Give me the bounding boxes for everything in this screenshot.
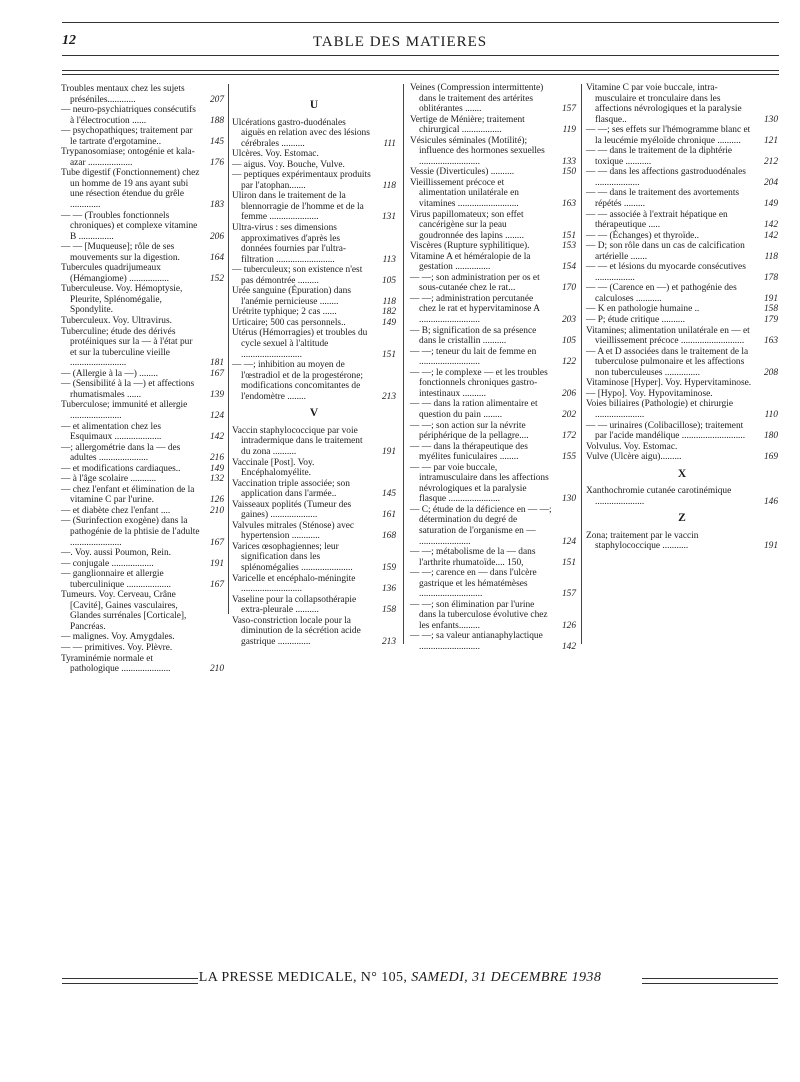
entry-text: — —; son élimination par l'urine dans la tuberculose évolutive chez les enfants......... [410,599,548,631]
entry-page-number: 151 [561,557,576,568]
section-letter: V [309,407,319,420]
index-entry [61,654,224,675]
entry-page-number: 149 [763,199,778,210]
entry-text: Vésicules séminales (Motilité); influence des hormones sexuelles .......................... [410,135,545,167]
entry-text: —. Voy. aussi Poumon, Rein. [61,548,171,559]
entry-text: — — associée à l'extrait hépatique en thérapeutique ..... [586,209,728,231]
column-divider-1 [228,84,229,614]
entry-page-number: 170 [561,283,576,294]
entry-text: Vieillissement précoce et alimentation unilatérale en vitamines .......................... [410,177,519,210]
index-entry [61,485,224,506]
index-entry [232,191,396,223]
entry-page-number: 118 [764,251,778,262]
entry-text: — —; le complexe — et les troubles fonctionnels chroniques gastro-intestinaux .......... [410,367,548,399]
entry-text: Vitamine A et héméralopie de la gestation ............... [410,251,531,273]
index-entry [586,389,778,400]
entry-text: — (Allergie à la —) ........ [61,368,158,379]
index-entry [232,286,396,307]
entry-page-number: 159 [381,562,396,573]
entry-page-number: 139 [209,389,224,400]
index-column-1 [61,84,224,675]
entry-text: Utérus (Hémorragies) et troubles du cycle sexuel à l'altitude .......................... [232,328,368,360]
entry-page-number: 145 [381,489,396,500]
entry-page-number: 191 [763,293,778,304]
entry-page-number: 152 [209,273,224,284]
index-entry [410,463,576,505]
index-entry [61,548,224,559]
index-entry [61,569,224,590]
entry-text: — D; son rôle dans un cas de calcification artérielle ....... [586,241,745,262]
entry-text: — P; étude critique .......... [586,315,685,326]
entry-text: — —; son administration per os et sous-cutanée chez le rat... [410,272,540,294]
entry-page-number: 191 [763,541,778,552]
entry-text: Urticaire; 500 cas personnels.. [232,317,346,328]
entry-text: — —; inhibition au moyen de l'œstradiol et de la progestérone; modifications concomitantes de l'endomètre ........ [232,360,363,402]
index-entry [586,304,778,315]
entry-text: — peptiques expérimentaux produits par l'atophan....... [232,170,371,191]
entry-text: — B; signification de sa présence dans le cristallin .......... [410,325,537,347]
entry-page-number: 158 [381,605,396,616]
index-column-3 [410,83,576,653]
index-entry [410,368,576,400]
footer-rule-right [642,978,778,984]
index-entry [61,284,224,316]
entry-text: Uliron dans le traitement de la blennorragie de l'homme et de la femme ..................... [232,191,364,223]
entry-text: Vertige de Ménière; traitement chirurgical ................. [410,114,525,136]
entry-page-number: 178 [763,272,778,283]
entry-page-number: 210 [209,505,224,516]
entry-page-number: 142 [763,230,778,241]
entry-text: Virus papillomateux; son effet cancérigène sur la peau goudronnée des lapins ........ [410,209,524,241]
entry-text: Voies biliaires (Pathologie) et chirurgie ..................... [586,399,734,420]
entry-text: Volvulus. Voy. Estomac. [586,441,678,452]
entry-text: Vitamines; alimentation unilatérale en — et vieillissement précoce ........................... [586,325,750,347]
entry-page-number: 124 [209,410,224,421]
index-entry [586,442,778,453]
entry-page-number: 146 [763,496,778,507]
entry-text: — —; carence en — dans l'ulcère gastrique et les hématémèses ........................... [410,568,537,600]
entry-page-number: 164 [209,252,224,263]
entry-text: Zona; traitement par le vaccin staphylococcique ........... [586,530,699,552]
entry-text: — et diabète chez l'enfant .... [61,505,171,516]
entry-text: — K en pathologie humaine .. [586,304,700,315]
entry-page-number: 206 [209,231,224,242]
index-entry [410,210,576,242]
index-entry [410,326,576,347]
header-rule-bottom [62,55,779,56]
index-entry [61,443,224,464]
index-entry [586,188,778,209]
entry-page-number: 105 [561,336,576,347]
index-entry [61,242,224,263]
index-entry [61,84,224,105]
footer-journal: LA PRESSE MEDICALE, N° 105, [198,970,412,985]
index-entry [61,126,224,147]
index-entry [61,369,224,380]
entry-text: Tyraminémie normale et pathologique ..................... [61,653,171,675]
index-entry [232,574,396,595]
entry-text: — — par voie buccale, intramusculaire dans les affections névrologiques et la paralysie flasque ...................... [410,462,549,505]
entry-page-number: 167 [209,368,224,379]
page-title: TABLE DES MATIERES [312,34,488,50]
index-entry [232,328,396,360]
entry-page-number: 151 [381,349,396,360]
column-divider-2 [403,84,404,644]
entry-page-number: 154 [561,262,576,273]
entry-page-number: 105 [381,275,396,286]
entry-text: Ultra-virus : ses dimensions approximatives d'après les données fournies par l'ultra-filtration ......................... [232,223,347,265]
entry-text: — — dans le traitement des avortements répétés ......... [586,188,740,210]
index-entry [61,643,224,654]
entry-text: Troubles mentaux chez les sujets préséniles............ [61,84,185,105]
entry-text: Urétrite typhique; 2 cas ...... [232,307,337,318]
index-entry [586,452,778,463]
index-entry [232,500,396,521]
index-entry [232,160,396,171]
entry-text: — tuberculeux; son existence n'est pas démontrée ......... [232,265,363,286]
entry-text: Ulcérations gastro-duodénales aiguës en relation avec des lésions cérébrales .......... [232,117,370,149]
index-entry [586,486,778,507]
entry-text: — — dans la ration alimentaire et question du pain ........ [410,399,538,420]
index-entry [61,506,224,517]
entry-text: Tumeurs. Voy. Cerveau, Crâne [Cavité], Gaines vasculaires, Glandes surrénales [Corticale], Pancréas. [61,590,187,632]
entry-text: Trypanosomiase; ontogénie et kala-azar ................... [61,147,195,168]
index-entry [586,167,778,188]
entry-text: Valvules mitrales (Sténose) avec hypertension ............ [232,520,355,542]
entry-text: Viscères (Rupture syphilitique). [410,241,530,252]
entry-text: Vaso-constriction locale pour la diminution de la sécrétion acide gastrique .............. [232,615,361,647]
index-entry [61,632,224,643]
entry-text: — A et D associées dans le traitement de la tuberculose pulmonaire et les affections non tuberculeuses ............... [586,346,749,378]
entry-text: — (Sensibilité à la —) et affections rhumatismales ...... [61,379,195,400]
index-entry [410,547,576,568]
entry-text: Vessie (Diverticules) .......... [410,167,515,178]
entry-page-number: 118 [382,296,396,307]
index-entry [586,231,778,242]
entry-text: — aigus. Voy. Bouche, Vulve. [232,159,345,170]
index-entry [410,273,576,294]
header-double-rule [62,70,779,75]
index-entry [61,422,224,443]
index-entry [410,294,576,326]
index-entry [61,211,224,243]
entry-page-number: 119 [562,125,576,136]
entry-page-number: 210 [209,664,224,675]
entry-page-number: 133 [561,156,576,167]
index-entry [410,442,576,463]
entry-text: Tuberculose; immunité et allergie ...................... [61,400,188,421]
entry-page-number: 157 [561,104,576,115]
entry-page-number: 131 [381,212,396,223]
entry-page-number: 130 [561,494,576,505]
index-entry [232,318,396,329]
entry-page-number: 142 [763,220,778,231]
index-entry [410,399,576,420]
index-entry [410,421,576,442]
entry-text: — neuro-psychiatriques consécutifs à l'électrocution ...... [61,105,196,126]
entry-text: — —; sa valeur antianaphylactique .......................... [410,631,543,652]
index-entry [232,360,396,402]
entry-page-number: 213 [381,391,396,402]
page-number: 12 [62,33,76,48]
entry-text: — et modifications cardiaques.. [61,463,181,474]
section-letter: U [309,99,319,111]
entry-page-number: 121 [763,135,778,146]
entry-page-number: 206 [561,388,576,399]
index-entry [61,263,224,284]
entry-text: Urée sanguine (Épuration) dans l'anémie pernicieuse ........ [232,286,351,307]
entry-page-number: 176 [209,157,224,168]
column-divider-3 [581,84,582,644]
entry-page-number: 110 [764,409,778,420]
index-entry [410,241,576,252]
index-entry [410,568,576,600]
index-entry [410,600,576,632]
entry-text: — et alimentation chez les Esquimaux .................... [61,421,162,443]
entry-page-number: 142 [561,641,576,652]
index-entry [586,146,778,167]
entry-page-number: 155 [561,452,576,463]
index-entry [61,590,224,632]
index-entry [410,252,576,273]
index-entry [586,210,778,231]
entry-page-number: 132 [209,474,224,485]
index-entry [586,531,778,552]
entry-page-number: 113 [382,254,396,265]
entry-page-number: 167 [209,579,224,590]
index-entry [410,115,576,136]
entry-page-number: 212 [763,156,778,167]
index-entry [61,516,224,548]
entry-text: Vaisseaux poplités (Tumeur des gaines) .................... [232,499,352,521]
entry-text: — —; métabolisme de la — dans l'arthrite rhumatoïde.... 150, [410,547,536,568]
entry-page-number: 213 [381,636,396,647]
entry-page-number: 126 [561,620,576,631]
index-entry [61,327,224,369]
index-entry [232,149,396,160]
index-entry [61,105,224,126]
index-entry [410,167,576,178]
index-entry [61,147,224,168]
entry-text: — — primitives. Voy. Plèvre. [61,642,173,653]
entry-text: — chez l'enfant et élimination de la vitamine C par l'urine. [61,484,195,506]
index-entry [586,283,778,304]
entry-page-number: 202 [561,409,576,420]
entry-text: — C; étude de la déficience en — —; détermination du degré de saturation de l'organisme en — ...................... [410,504,552,547]
entry-page-number: 168 [381,531,396,542]
index-entry [61,168,224,210]
entry-page-number: 150 [561,167,576,178]
entry-text: Tuberculeux. Voy. Ultravirus. [61,316,172,327]
entry-page-number: 126 [209,495,224,506]
entry-text: Tubercules quadrijumeaux (Hémangiome) ................. [61,263,169,284]
index-entry [61,559,224,570]
entry-text: — —; ses effets sur l'hémogramme blanc et la leucémie myéloïde chronique .......... [586,125,751,146]
entry-page-number: 130 [763,114,778,125]
index-entry [586,125,778,146]
index-entry [586,421,778,442]
index-entry [232,426,396,458]
entry-page-number: 191 [381,446,396,457]
index-entry [410,83,576,115]
entry-text: — — dans la thérapeutique des myélites funiculaires ........ [410,441,528,463]
index-entry [232,616,396,648]
index-entry [232,265,396,286]
entry-text: — —; teneur du lait de femme en .......................... [410,346,537,368]
entry-text: Vitaminose [Hyper]. Voy. Hypervitaminose. [586,378,752,389]
entry-page-number: 142 [209,432,224,443]
entry-text: — — (Échanges) et thyroïde.. [586,230,699,241]
entry-text: — — et lésions du myocarde consécutives ................. [586,262,746,283]
index-entry [232,521,396,542]
entry-page-number: 182 [381,307,396,318]
index-entry [586,378,778,389]
entry-text: —; allergométrie dans la — des adultes ..................... [61,442,181,464]
entry-text: Varicelle et encéphalo-méningite .......................... [232,573,356,595]
entry-page-number: 149 [381,317,396,328]
index-column-4 [586,83,778,552]
index-entry [410,136,576,168]
section-letter: Z [678,512,686,525]
index-entry [232,542,396,574]
entry-text: Xanthochromie cutanée carotinémique ..................... [586,486,732,507]
entry-page-number: 167 [209,537,224,548]
entry-text: Tuberculeuse. Voy. Hémoptysie, Pleurite, Splénomégalie, Spondylite. [61,284,183,316]
entry-text: — —; administration percutanée chez le rat et hypervitaminose A .......................... [410,293,540,326]
entry-text: Vaseline pour la collapsothérapie extra-pleurale .......... [232,594,357,616]
entry-page-number: 163 [561,199,576,210]
index-entry [586,326,778,347]
section-letter: X [677,467,687,480]
entry-page-number: 216 [209,453,224,464]
entry-text: — malignes. Voy. Amygdales. [61,632,175,643]
entry-page-number: 208 [763,367,778,378]
entry-text: — psychopathiques; traitement par le tartrate d'ergotamine.. [61,126,193,147]
entry-page-number: 204 [763,177,778,188]
entry-page-number: 151 [561,230,576,241]
index-entry [232,595,396,616]
entry-text: Tuberculine; étude des dérivés protéiniques sur la — à l'état pur et sur la tuberculine vieille ........................ [61,326,193,369]
index-entry [586,262,778,283]
entry-text: — — [Muqueuse]; rôle de ses mouvements sur la digestion. [61,242,180,263]
index-entry [410,347,576,368]
entry-text: Veines (Compression intermittente) dans le traitement des artérites oblitérantes ....... [410,83,544,115]
header-rule-top [62,22,779,23]
index-entry [232,223,396,265]
index-entry [586,347,778,379]
index-entry [61,464,224,475]
footer-year: 1938 [571,970,602,985]
entry-page-number: 122 [561,357,576,368]
entry-page-number: 203 [561,315,576,326]
entry-text: Vaccin staphylococcique par voie intradermique dans le traitement du zona .......... [232,425,363,457]
footer-day: SAMEDI, [411,970,472,985]
index-entry [586,241,778,262]
entry-page-number: 157 [561,589,576,600]
index-entry [586,399,778,420]
entry-text: — — dans le traitement de la diphtérie toxique ........... [586,146,733,167]
entry-page-number: 124 [561,536,576,547]
entry-page-number: 179 [763,315,778,326]
entry-text: — — dans les affections gastroduodénales ................... [586,167,746,188]
index-entry [232,170,396,191]
entry-page-number: 111 [383,138,396,149]
entry-page-number: 169 [763,452,778,463]
entry-page-number: 180 [763,431,778,442]
entry-text: Varices œsophagiennes; leur signification dans les splénomégalies ...................... [232,541,353,573]
entry-page-number: 188 [209,115,224,126]
index-entry [61,379,224,400]
entry-text: — ganglionnaire et allergie tuberculinique ................... [61,569,172,590]
entry-page-number: 163 [763,336,778,347]
entry-page-number: 207 [209,94,224,105]
index-entry [232,307,396,318]
index-column-2 [232,94,396,647]
index-entry [232,479,396,500]
entry-text: — — (Troubles fonctionnels chroniques) et complexe vitamine B ............... [61,210,198,242]
entry-page-number: 118 [382,180,396,191]
index-entry [61,400,224,421]
index-entry [410,178,576,210]
entry-page-number: 153 [561,241,576,252]
index-entry [586,315,778,326]
entry-text: Vaccinale [Post]. Voy. Encéphalomyélite. [232,457,315,479]
entry-page-number: 145 [209,136,224,147]
entry-page-number: 191 [209,558,224,569]
entry-text: — conjugale .................. [61,558,154,569]
index-entry [410,631,576,652]
entry-page-number: 149 [209,463,224,474]
entry-page-number: 183 [209,200,224,211]
entry-page-number: 136 [381,584,396,595]
entry-text: — à l'âge scolaire ........... [61,474,157,485]
index-entry [232,458,396,479]
entry-text: — —; son action sur la névrite périphérique de la pellagre.... [410,420,529,442]
entry-text: — — (Carence en —) et pathogénie des calculoses ........... [586,283,737,304]
entry-text: — [Hypo]. Voy. Hypovitaminose. [586,388,713,399]
entry-text: — — urinaires (Colibacillose); traitement par l'acide mandélique ........................... [586,420,746,442]
entry-text: Tube digestif (Fonctionnement) chez un homme de 19 ans ayant subi une résection étendue du grêle ............. [61,168,200,211]
entry-page-number: 158 [763,304,778,315]
entry-page-number: 181 [209,358,224,369]
entry-page-number: 161 [381,510,396,521]
entry-page-number: 172 [561,431,576,442]
entry-text: — (Surinfection exogène) dans la pathogénie de la phtisie de l'adulte ...................... [61,516,200,548]
entry-text: Vitamine C par voie buccale, intra-musculaire et tronculaire dans les affections névrologiques et la paralysie flasque.. [586,83,742,125]
entry-text: Vaccination triple associée; son application dans l'armée.. [232,478,350,500]
index-entry [61,474,224,485]
entry-text: Ulcères. Voy. Estomac. [232,149,319,160]
index-entry [586,83,778,125]
index-entry [61,316,224,327]
index-entry [232,118,396,150]
entry-text: Vulve (Ulcère aigu)......... [586,452,682,463]
footer-date: 31 DECEMBRE [471,970,572,985]
index-entry [410,505,576,547]
